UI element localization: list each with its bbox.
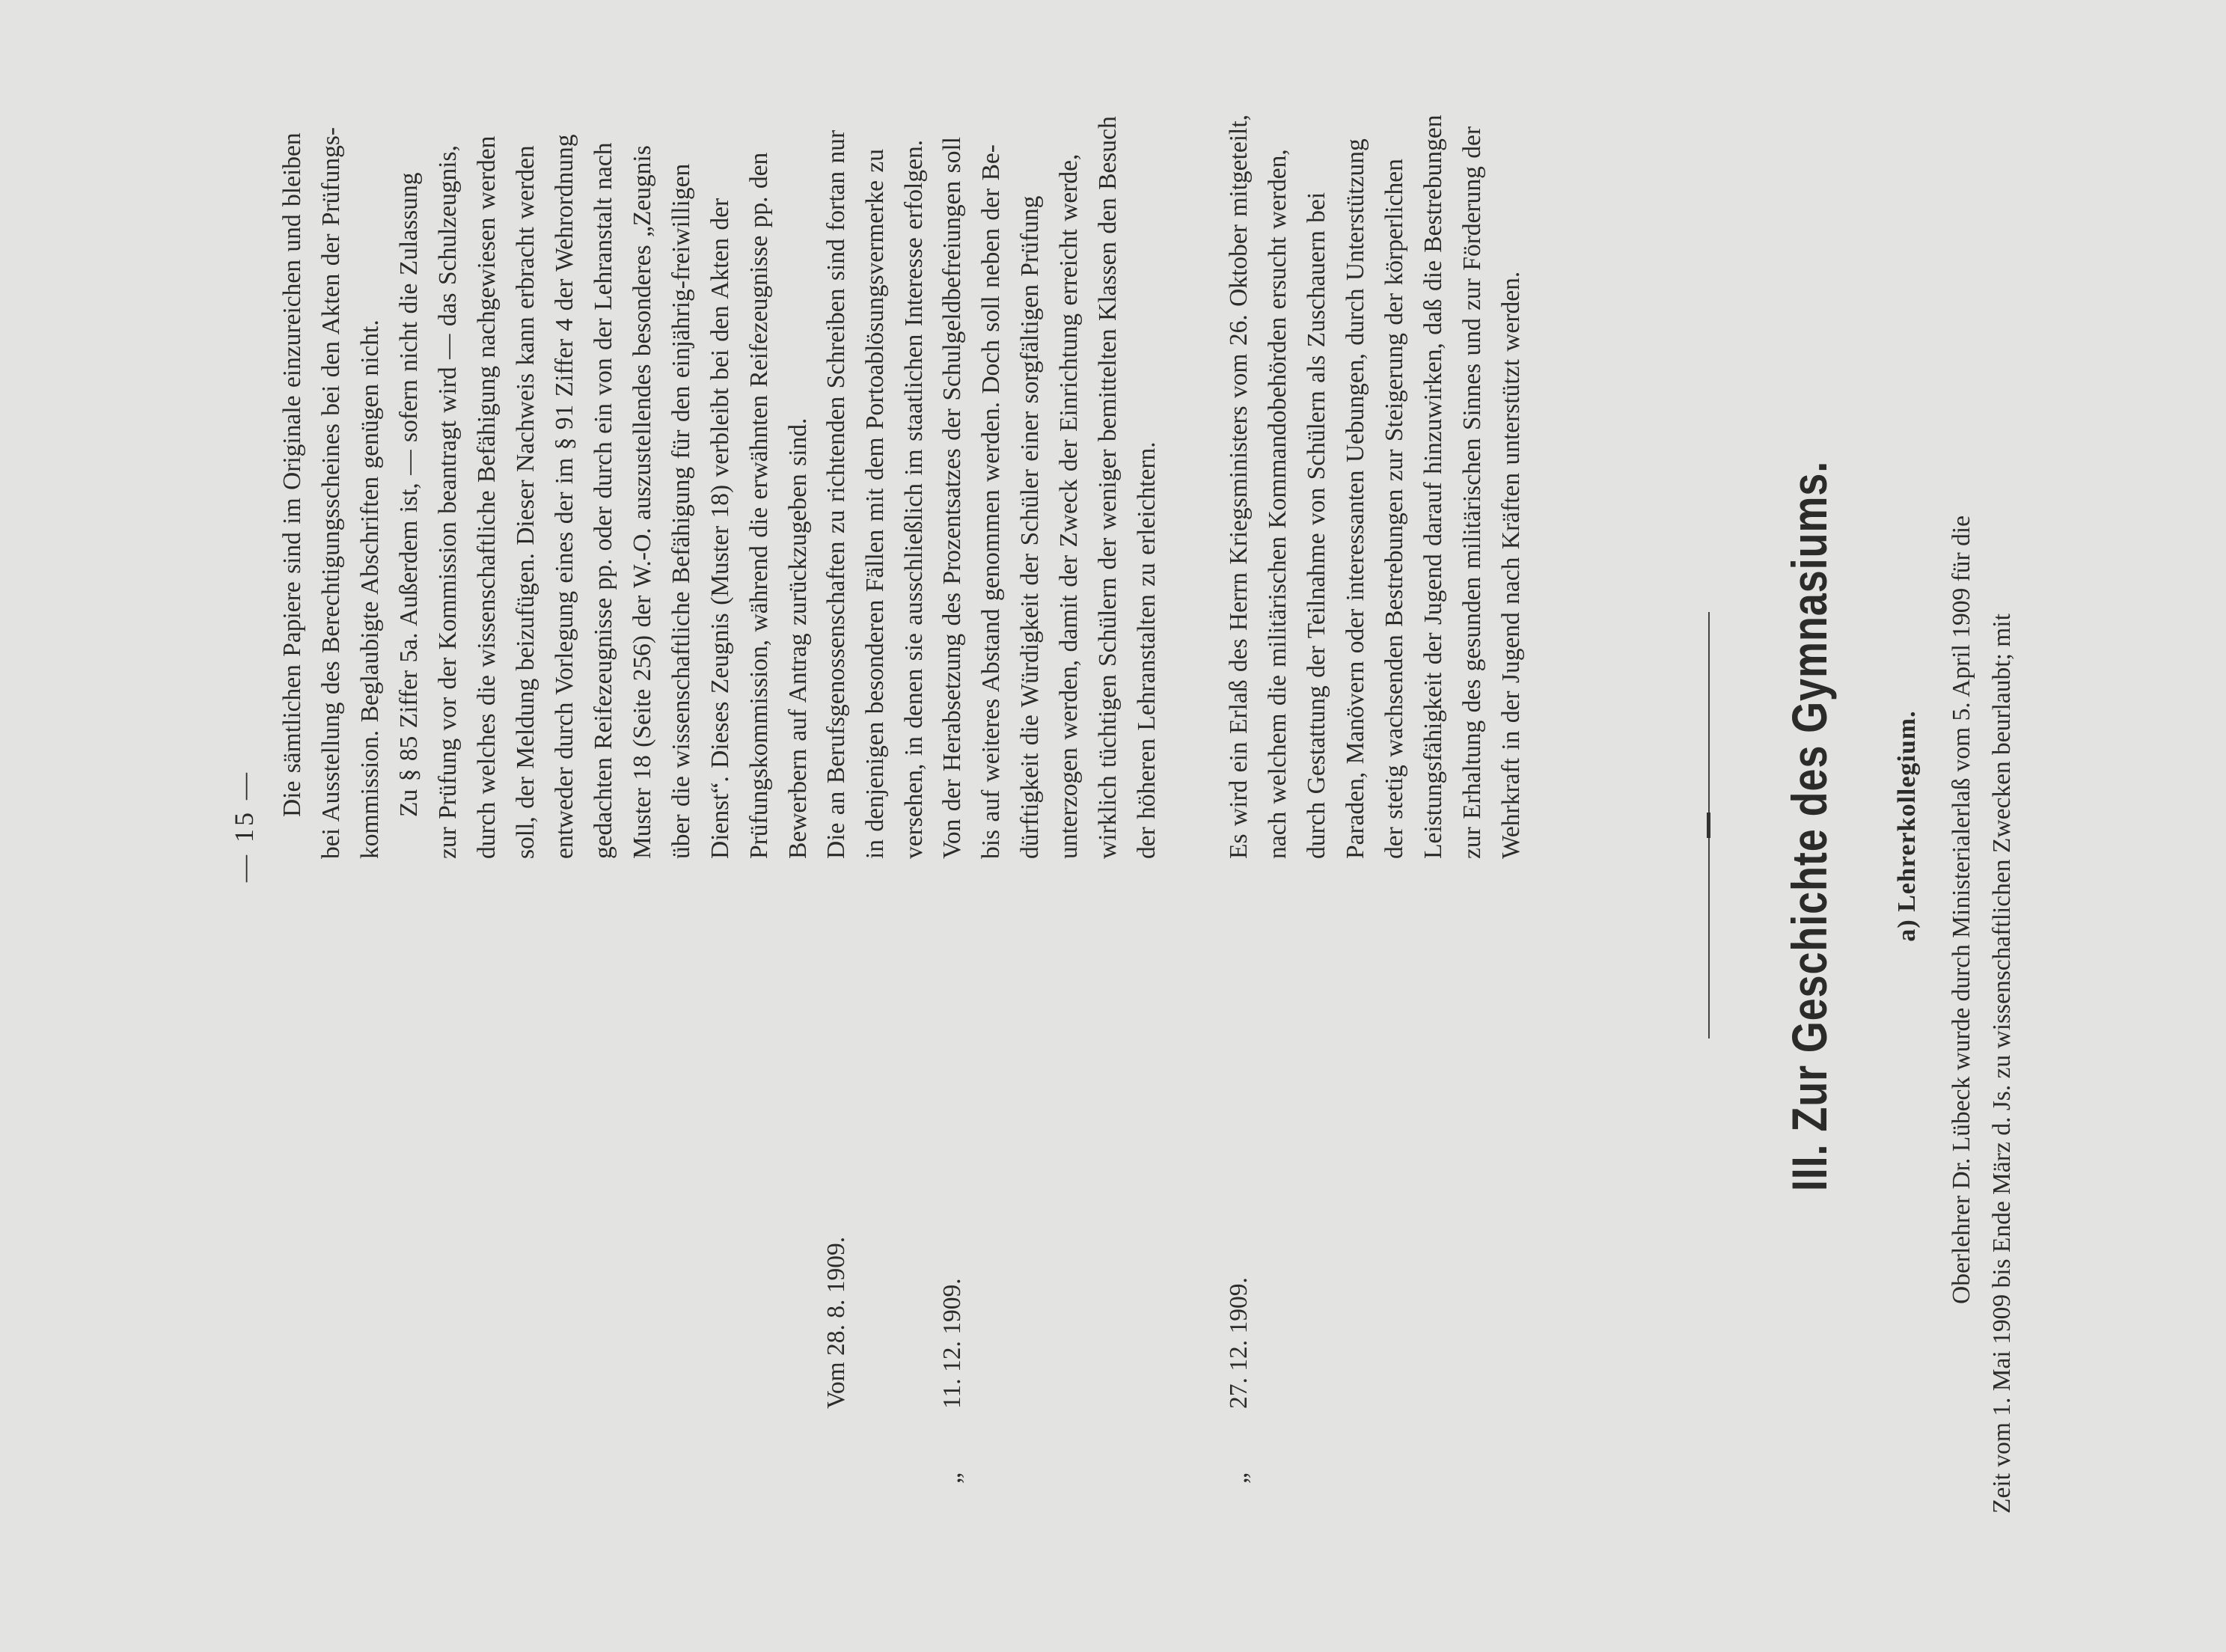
text-line: bei Ausstellung des Berechtigungsscheines bei den Akten der Prüfungs-	[317, 126, 345, 859]
text-line: Leistungsfähigkeit der Jugend darauf hinzuwirken, daß die Bestrebungen	[1419, 114, 1447, 859]
text-line: Oberlehrer Dr. Lübeck wurde durch Ministerialerlaß vom 5. April 1909 für die	[1948, 515, 1975, 1304]
section-heading: III. Zur Geschichte des Gymnasiums.	[1782, 460, 1837, 1192]
text-line: durch welches die wissenschaftliche Befähigung nachgewiesen werden	[473, 135, 501, 859]
text-line: entweder durch Vorlegung eines der im § 91 Ziffer 4 der Wehrordnung	[551, 134, 578, 859]
text-line: Zu § 85 Ziffer 5a. Außerdem ist, — sofern nicht die Zulassung	[395, 172, 423, 817]
text-line: Die an Berufsgenossenschaften zu richtenden Schreiben sind fortan nur	[822, 129, 850, 859]
ditto-mark: „	[938, 1472, 966, 1484]
closing-paragraph	[1942, 67, 2022, 1514]
text-line: Es wird ein Erlaß des Herrn Kriegsministers vom 26. Oktober mitgeteilt,	[1225, 114, 1253, 859]
text-line: versehen, in denen sie ausschließlich im staatlichen Interesse erfolgen.	[900, 139, 928, 859]
entry-text	[933, 67, 1166, 859]
subsection-heading: a) Lehrerkollegium.	[1893, 710, 1921, 942]
text-line: dürftigkeit die Würdigkeit der Schüler einer sorgfältigen Prüfung	[1016, 195, 1044, 859]
section-divider	[1708, 612, 1710, 1038]
text-line: Muster 18 (Seite 256) der W.-O. auszustellendes besonderes „Zeugnis	[629, 145, 656, 859]
text-line: zur Erhaltung des gesunden militärischen Sinnes und zur Förderung der	[1458, 126, 1486, 859]
text-line: in denjenigen besonderen Fällen mit dem Portoablösungsvermerke zu	[861, 149, 889, 859]
text-line: durch Gestattung der Teilnahme von Schülern als Zuschauern bei	[1303, 192, 1330, 859]
text-line: Die sämtlichen Papiere sind im Originale einzureichen und bleiben	[278, 132, 306, 817]
entry-date: „11. 12. 1909.	[933, 1267, 972, 1514]
text-line: bis auf weiteres Abstand genommen werden. Doch soll neben der Be-	[977, 144, 1005, 859]
text-line: der höheren Lehranstalten zu erleichtern.	[1133, 441, 1161, 859]
ditto-mark: „	[1225, 1472, 1253, 1484]
text-line: der stetig wachsenden Bestrebungen zur Steigerung der körperlichen	[1380, 159, 1408, 859]
text-line: Zeit vom 1. Mai 1909 bis Ende März d. Js. zu wissenschaftlichen Zwecken beurlaubt; mit	[1988, 614, 2016, 1514]
section-paragraphs	[273, 67, 818, 859]
page-number: — 15 —	[229, 770, 259, 882]
text-line: Prüfungskommission, während die erwähnten Reifezeugnisse pp. den	[745, 152, 773, 859]
text-line: wirklich tüchtigen Schülern der weniger bemittelten Klassen den Besuch	[1094, 116, 1122, 859]
text-line: Von der Herabsetzung des Prozentsatzes der Schulgeldbefreiungen soll	[938, 136, 966, 859]
entry-text	[1220, 67, 1531, 859]
text-line: nach welchem die militärischen Kommandobehörden ersucht werden,	[1264, 149, 1291, 859]
entry-date: „27. 12. 1909.	[1220, 1267, 1259, 1514]
text-line: Wehrkraft in der Jugend nach Kräften unterstützt werden.	[1497, 271, 1525, 859]
text-line: zur Prüfung vor der Kommission beantragt wird — das Schulzeugnis,	[434, 145, 462, 859]
text-line: gedachten Reifezeugnisse pp. oder durch ein von der Lehranstalt nach	[590, 142, 617, 859]
entry-date: Vom 28. 8. 1909.	[822, 1236, 850, 1409]
text-line: über die wissenschaftliche Befähigung für den einjährig-freiwilligen	[667, 163, 695, 859]
text-line: Paraden, Manövern oder interessanten Uebungen, durch Unterstützung	[1342, 138, 1369, 859]
text-line: soll, der Meldung beizufügen. Dieser Nachweis kann erbracht werden	[512, 145, 539, 859]
text-line: kommission. Beglaubigte Abschriften genügen nicht.	[356, 319, 384, 859]
text-line: unterzogen werden, damit der Zweck der Einrichtung erreicht werde,	[1055, 153, 1083, 859]
text-line: Bewerbern auf Antrag zurückzugeben sind.	[784, 417, 812, 859]
text-line: Dienst“. Dieses Zeugnis (Muster 18) verbleibt bei den Akten der	[706, 198, 734, 859]
entry-text	[817, 67, 934, 859]
